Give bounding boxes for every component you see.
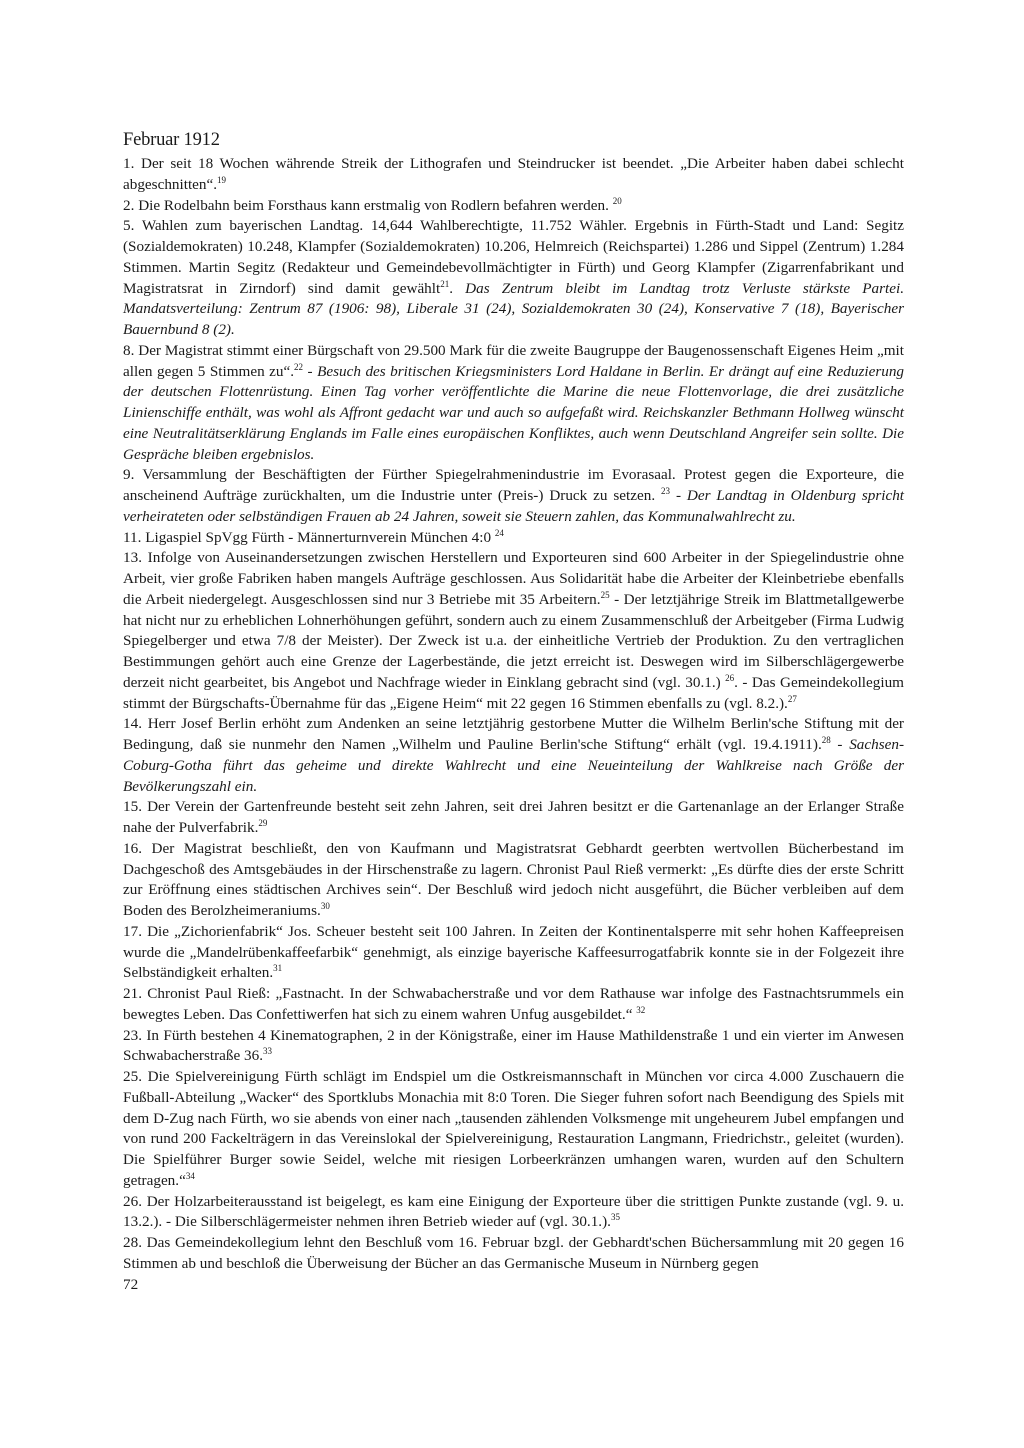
entry-text: 13. Infolge von Auseinandersetzungen zwischen Herstellern und Exporteuren sind 600 Arbeiter in der Spiegelindustrie ohne Arbeit, vier große Fabriken haben mangels Aufträge geschlossen. Aus Solidarität habe die Arbeiter der Kleinbetriebe ebenfalls die Arbeit niedergelegt. Ausgeschlossen sind nur 3 Betriebe mit 35 Arbeitern.	[123, 549, 904, 608]
entry-text: -	[670, 487, 687, 504]
entry-text: 17. Die „Zichorienfabrik“ Jos. Scheuer besteht seit 100 Jahren. In Zeiten der Kontinentalsperre mit sehr hohen Kaffeepreisen wurde die „Mandelrübenkaffeefarbik“ genehmigt, als einzige bayerische Kaffeesurrogatfabrik konnte sie in der Folgezeit ihre Selbständigkeit erhalten.	[123, 922, 904, 982]
footnote-marker: 34	[185, 1170, 195, 1181]
entry-text: -	[830, 736, 850, 753]
entry-text: 15. Der Verein der Gartenfreunde besteht seit zehn Jahren, seit drei Jahren besitzt er die Gartenanlage an der Erlanger Straße nahe der Pulverfabrik.	[123, 798, 904, 836]
chronicle-entry	[123, 465, 904, 527]
chronicle-entry	[123, 839, 904, 922]
entry-text: 5. Wahlen zum bayerischen Landtag. 14,644 Wahlberechtigte, 11.752 Wähler. Ergebnis in Fürth-Stadt und Land: Segitz (Sozialdemokraten) 10.248, Klampfer (Sozialdemokraten) 10.206, Helmreich (Reichspartei) 1.286 und Sippel (Zentrum) 1.284 Stimmen. Martin Segitz (Redakteur und Gemeindebevollmächtigter in Fürth) und Georg Klampfer (Zigarrenfabrikant und Magistratsrat in Zirndorf) sind damit gewählt	[123, 217, 904, 297]
chronicle-entry	[123, 1026, 904, 1068]
chronicle-entry	[123, 528, 904, 549]
italic-context-note: Das Zentrum bleibt im Landtag trotz Verluste stärkste Partei. Mandatsverteilung: Zentrum 87 (1906: 98), Liberale 31 (24), Sozialdemokraten 30 (24), Konservative 7 (18), Bayerischer Bauernbund 8 (2).	[123, 279, 904, 338]
chronicle-entry	[123, 216, 904, 341]
chronicle-entry	[123, 154, 904, 196]
entry-text: -	[303, 362, 318, 380]
footnote-marker: 24	[494, 527, 504, 538]
chronicle-entry	[123, 1233, 904, 1275]
chronicle-entry	[123, 984, 904, 1026]
entry-text: 11. Ligaspiel SpVgg Fürth - Männerturnverein München 4:0	[123, 528, 495, 546]
chronicle-entry	[123, 548, 904, 714]
chronicle-entry	[123, 797, 904, 839]
footnote-marker: 20	[612, 195, 622, 206]
chronicle-entry	[123, 341, 904, 466]
entry-text: 16. Der Magistrat beschließt, den von Kaufmann und Magistratsrat Gebhardt geerbten wertvollen Bücherbestand im Dachgeschoß des Amtsgebäudes in der Hirschenstraße zu lagern. Chronist Paul Rieß vermerkt: „Es dürfte dies der erste Schritt zur Eröffnung eines städtischen Archives sein“. Der Beschluß wird jedoch nicht ausgeführt, die Bücher verbleiben auf dem Boden des Berolzheimeraniums.	[123, 839, 904, 919]
chronicle-entry	[123, 1067, 904, 1192]
footnote-marker: 30	[320, 900, 330, 911]
footnote-marker: 28	[821, 734, 831, 745]
chronicle-entry	[123, 714, 904, 797]
italic-context-note: Der Landtag in Oldenburg spricht verheirateten oder selbständigen Frauen ab 24 Jahren, soweit sie Steuern zahlen, das Kommunalwahlrecht zu.	[123, 487, 905, 525]
footnote-marker: 33	[263, 1046, 273, 1057]
entry-text: 8. Der Magistrat stimmt einer Bürgschaft von 29.500 Mark für die zweite Baugruppe der Baugenossenschaft Eigenes Heim „mit allen gegen 5 Stimmen zu“.	[123, 341, 904, 380]
footnote-marker: 27	[787, 693, 797, 704]
footnote-marker: 35	[610, 1212, 620, 1223]
chronicle-entry	[123, 1192, 904, 1234]
chronicle-entry	[123, 196, 904, 217]
footnote-marker: 25	[600, 589, 610, 600]
chronicle-entries	[123, 154, 904, 1275]
entry-text: 23. In Fürth bestehen 4 Kinematographen, 2 in der Königstraße, einer im Hause Mathildenstraße 1 und ein vierter im Anwesen Schwabacherstraße 36.	[123, 1026, 904, 1065]
entry-text: 14. Herr Josef Berlin erhöht zum Andenken an seine letztjährig gestorbene Mutter die Wilhelm Berlin'sche Stiftung mit der Bedingung, daß sie nunmehr den Namen „Wilhelm und Pauline Berlin'sche Stiftung“ erhält (vgl. 19.4.1911).	[123, 715, 904, 753]
page-number: 72	[123, 1275, 139, 1293]
entry-text: 28. Das Gemeindekollegium lehnt den Beschluß vom 16. Februar bzgl. der Gebhardt'schen Büchersammlung mit 20 gegen 16 Stimmen ab und beschloß die Überweisung der Bücher an das Germanische Museum in Nürnberg gegen	[123, 1234, 904, 1272]
footnote-marker: 23	[661, 485, 671, 496]
entry-text: 9. Versammlung der Beschäftigten der Fürther Spiegelrahmenindustrie im Evorasaal. Protest gegen die Exporteure, die anscheinend Aufträge zurückhalten, um die Industrie unter (Preis-) Druck zu setzen.	[123, 466, 904, 504]
chronicle-entry	[123, 922, 904, 984]
entry-text: 1. Der seit 18 Wochen währende Streik der Lithografen und Steindrucker ist beendet. „Die Arbeiter haben dabei schlecht abgeschnitten“.	[123, 155, 904, 193]
footnote-marker: 19	[217, 174, 227, 185]
entry-text: 21. Chronist Paul Rieß: „Fastnacht. In der Schwabacherstraße und vor dem Rathause war infolge des Fastnachtsrummels ein bewegtes Leben. Das Confettiwerfen hat sich zu einem wahren Unfug ausgebildet.“	[123, 985, 904, 1023]
footnote-marker: 29	[258, 817, 268, 828]
italic-context-note: Besuch des britischen Kriegsministers Lord Haldane in Berlin. Er drängt auf eine Reduzierung der deutschen Flottenrüstung. Einen Tag vorher veröffentlichte die Marine die neue Flottenvorlage, die drei zusätzliche Linienschiffe enthält, was wohl als Affront gedacht war und auch so aufgefaßt wird. Reichskanzler Bethmann Hollweg wünscht eine Neutralitätserklärung Englands im Falle eines europäischen Konfliktes, auch wenn Deutschland Angreifer sein sollte. Die Gespräche bleiben ergebnislos.	[123, 362, 905, 463]
entry-text: - Der letztjährige Streik im Blattmetallgewerbe hat nicht nur zu erheblichen Lohnerhöhungen geführt, sondern auch zu einem Zusammenschluß der Arbeitgeber (Firma Ludwig Spiegelberger und etwa 7/8 der Meister). Der Zweck ist u.a. der einheitliche Vertrieb der Produktion. Zu den vertraglichen Bestimmungen gehört auch eine Grenze der Lagerbestände, die jetzt erreicht ist. Deswegen wird im Silberschlägergewerbe derzeit nicht gearbeitet, bis Angebot und Nachfrage wieder in Einklang gebracht sind (vgl. 30.1.)	[123, 590, 904, 691]
footnote-marker: 22	[294, 361, 304, 372]
italic-context-note: Sachsen-Coburg-Gotha führt das geheime und direkte Wahlrecht und eine Neueinteilung der Wahlkreise nach Größe der Bevölkerungszahl ein.	[123, 736, 905, 795]
entry-text: .	[449, 279, 466, 297]
document-page	[123, 128, 904, 1295]
footnote-marker: 21	[440, 278, 450, 289]
month-heading: Februar 1912	[123, 130, 220, 150]
entry-text: 25. Die Spielvereinigung Fürth schlägt im Endspiel um die Ostkreismannschaft in München vor circa 4.000 Zuschauern die Fußball-Abteilung „Wacker“ des Sportklubs Monachia mit 8:0 Toren. Die Sieger fuhren sofort nach Beendigung des Spiels mit dem D-Zug nach Fürth, wo sie abends von einer nach „tausenden zählenden Volksmenge mit ungeheurem Jubel empfangen und von rund 200 Fackelträgern in das Vereinslokal der Spielvereinigung, Restauration Langmann, Friedrichstr., geleitet (wurden). Die Spielführer Burger sowie Seidel, welche mit riesigen Lorbeerkränzen umhangen waren, wurden auf den Schultern getragen.“	[123, 1068, 904, 1189]
footnote-marker: 31	[273, 963, 283, 974]
footnote-marker: 26	[725, 672, 735, 683]
entry-text: . - Das Gemeindekollegium stimmt der Bürgschafts-Übernahme für das „Eigene Heim“ mit 22 gegen 16 Stimmen ebenfalls zu (vgl. 8.2.).	[123, 673, 904, 712]
entry-text: 2. Die Rodelbahn beim Forsthaus kann erstmalig von Rodlern befahren werden.	[123, 196, 613, 214]
footnote-marker: 32	[636, 1004, 646, 1015]
entry-text: 26. Der Holzarbeiterausstand ist beigelegt, es kam eine Einigung der Exporteure über die strittigen Punkte zustande (vgl. 9. u. 13.2.). - Die Silberschlägermeister nehmen ihren Betrieb wieder auf (vgl. 30.1.).	[123, 1192, 904, 1231]
